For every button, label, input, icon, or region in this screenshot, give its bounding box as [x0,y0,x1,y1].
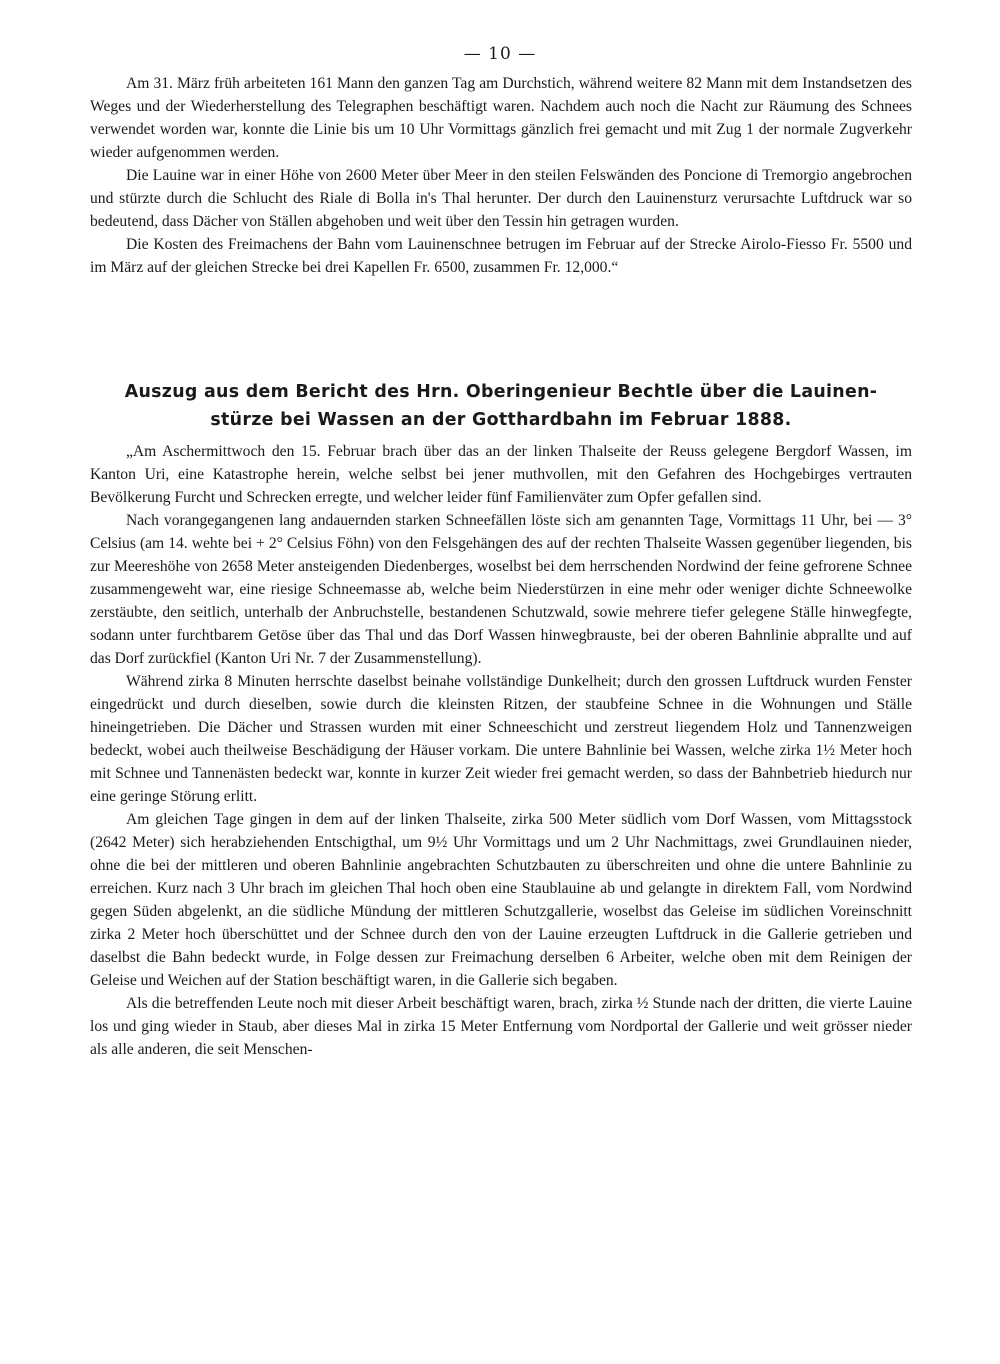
paragraph: Nach vorangegangenen lang andauernden starken Schneefällen löste sich am genannten Tage, Vormittags 11 Uhr, bei — 3° Celsius (am 14. wehte bei + 2° Celsius Föhn) von den Felsgehängen des auf der rechten Thalseite Wassen gegenüber liegenden, bis zur Meereshöhe von 2658 Meter ansteigenden Diedenberges, woselbst bei dem herrschenden Nordwind der feine gefrorene Schnee zusammengeweht war, eine riesige Schneemasse ab, welche beim Niederstürzen in eine mehr oder weniger dichte Schneewolke zerstäubte, den seitlich, unterhalb der Anbruchstelle, bestandenen Schutzwald, sowie mehrere tiefer gelegene Ställe hinwegfegte, sodann unter furchtbarem Getöse über das Thal und das Dorf Wassen hinwegbrauste, bei der oberen Bahnlinie abprallte und auf das Dorf zurückfiel (Kanton Uri Nr. 7 der Zusammenstellung). [90,512,912,667]
report-text [90,440,912,1061]
intro-text [90,72,912,279]
paragraph: Während zirka 8 Minuten herrschte daselbst beinahe vollständige Dunkelheit; durch den grossen Luftdruck wurden Fenster eingedrückt und durch dieselben, sowie durch die kleinsten Ritzen, der staubfeine Schnee in die Wohnungen und Ställe hineingetrieben. Die Dächer und Strassen wurden mit einer Schneeschicht und zerstreut liegendem Holz und Tannenzweigen bedeckt, wobei auch theilweise Beschädigung der Häuser vorkam. Die untere Bahnlinie bei Wassen, welche zirka 1½ Meter hoch mit Schnee und Tannenästen bedeckt war, konnte in kurzer Zeit wieder frei gemacht werden, so dass der Bahnbetrieb hiedurch nur eine geringe Störung erlitt. [90,673,912,805]
paragraph: Als die betreffenden Leute noch mit dieser Arbeit beschäftigt waren, brach, zirka ½ Stunde nach der dritten, die vierte Lauine los und ging wieder in Staub, aber dieses Mal in zirka 15 Meter Entfernung vom Nordportal der Gallerie und weit grösser nieder als alle anderen, die seit Menschen- [90,995,912,1058]
page-number: — 10 — [463,44,537,64]
paragraph: „Am Aschermittwoch den 15. Februar brach über das an der linken Thalseite der Reuss gelegene Bergdorf Wassen, im Kanton Uri, eine Katastrophe herein, welche selbst bei jener muthvollen, mit den Gefahren des Hochgebirges vertrauten Bevölkerung Furcht und Schrecken erregte, und welcher leider fünf Familienväter zum Opfer gefallen sind. [90,443,912,506]
section-heading-line-2: stürze bei Wassen an der Gotthardbahn im Februar 1888. [210,410,792,430]
paragraph: Die Kosten des Freimachens der Bahn vom Lauinenschnee betrugen im Februar auf der Strecke Airolo-Fiesso Fr. 5500 und im März auf der gleichen Strecke bei drei Kapellen Fr. 6500, zusammen Fr. 12,000.“ [90,236,912,276]
paragraph: Am gleichen Tage gingen in dem auf der linken Thalseite, zirka 500 Meter südlich vom Dorf Wassen, vom Mittagsstock (2642 Meter) sich herabziehenden Entschigthal, um 9½ Uhr Vormittags und um 2 Uhr Nachmittags, zwei Grundlauinen nieder, ohne die bei der mittleren und oberen Bahnlinie angebrachten Schutzbauten zu überschreiten und ohne die untere Bahnlinie zu erreichen. Kurz nach 3 Uhr brach im gleichen Thal hoch oben eine Staublauine ab und gelangte in direktem Fall, vom Nordwind gegen Süden abgelenkt, an die südliche Mündung der mittleren Schutzgallerie, woselbst das Geleise im südlichen Voreinschnitt zirka 2 Meter hoch überschüttet und der Schnee durch den von der Lauine erzeugten Luftdruck in die Gallerie getrieben und daselbst die Bahn bedeckt wurde, in Folge dessen zur Freimachung derselben 6 Arbeiter, welche oben mit dem Reinigen der Geleise und Weichen auf der Station beschäftigt waren, in die Gallerie sich begaben. [90,811,912,989]
section-heading-line-1: Auszug aus dem Bericht des Hrn. Oberingenieur Bechtle über die Lauinen- [124,382,878,402]
paragraph: Die Lauine war in einer Höhe von 2600 Meter über Meer in den steilen Felswänden des Poncione di Tremorgio angebrochen und stürzte durch die Schlucht des Riale di Bolla in's Thal herunter. Der durch den Lauinensturz verursachte Luftdruck war so bedeutend, dass Dächer von Ställen abgehoben und weit über den Tessin hin getragen wurden. [90,167,912,230]
section-heading [90,378,912,434]
paragraph: Am 31. März früh arbeiteten 161 Mann den ganzen Tag am Durchstich, während weitere 82 Mann mit dem Instandsetzen des Weges und der Wiederherstellung des Telegraphen beschäftigt waren. Nachdem auch noch die Nacht zur Räumung des Schnees verwendet worden war, konnte die Linie bis um 10 Uhr Vormittags gänzlich frei gemacht und mit Zug 1 der normale Zugverkehr wieder aufgenommen werden. [90,75,912,161]
